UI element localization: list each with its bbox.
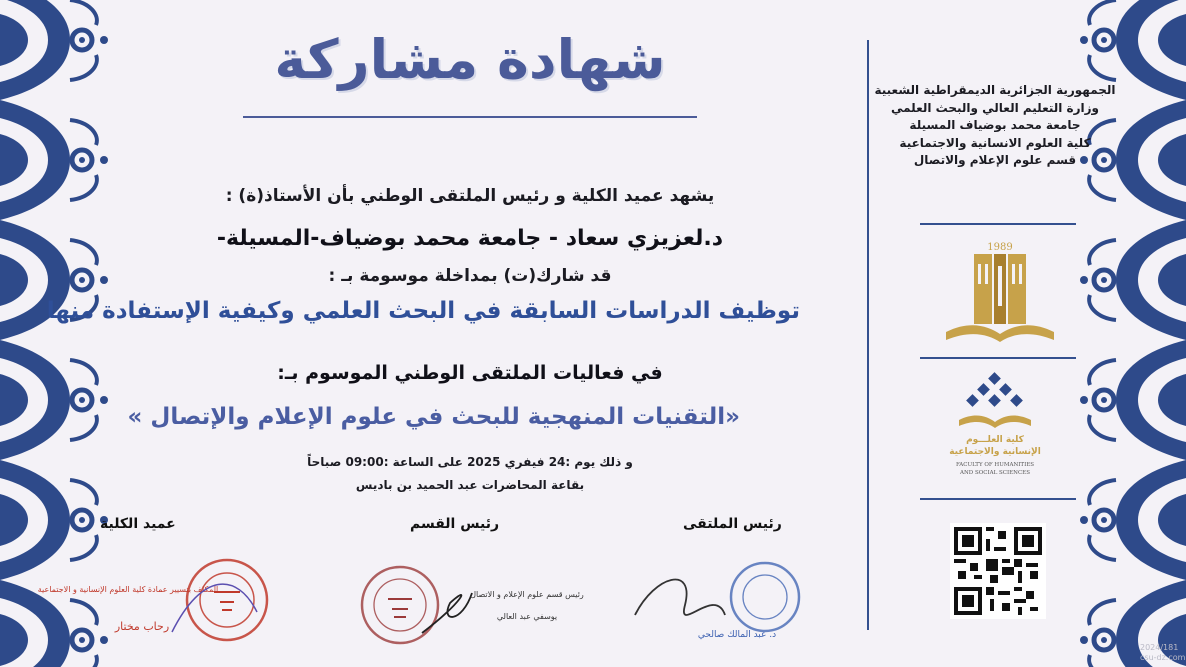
department-head-stamp (352, 563, 592, 653)
footer-code (1140, 643, 1185, 663)
vertical-divider (867, 40, 869, 630)
university-logo (940, 236, 1060, 350)
event-title: «التقنيات المنهجية للبحث في علوم الإعلام والإتصال » (127, 404, 740, 430)
department-head-signature-title: رئيس القسم (410, 516, 500, 532)
footer-code-line: csu-dz.com (1140, 653, 1186, 662)
faculty-logo-ar-1: كلية العلـــوم (966, 435, 1024, 445)
dean-stamp (37, 552, 282, 648)
dean-stamp-name: رحاب مختار (114, 620, 170, 633)
right-divider (920, 498, 1076, 500)
intro-text: يشهد عميد الكلية و رئيس الملتقى الوطني بأن الأستاذ(ة) : (225, 186, 715, 206)
participant-name: د.لعزيزي سعاد - جامعة محمد بوضياف-المسيلة- (216, 226, 724, 251)
institution-line: الجمهورية الجزائرية الديمقراطية الشعبية (874, 83, 1116, 97)
faculty-logo (945, 372, 1045, 484)
paper-title: توظيف الدراسات السابقة في البحث العلمي وكيفية الإستفادة منها (46, 298, 800, 324)
forum-head-signature-title: رئيس الملتقى (683, 516, 782, 532)
faculty-logo-ar-2: الإنسانية والاجتماعية (949, 447, 1041, 457)
venue-line: بقاعة المحاضرات عبد الحميد بن باديس (355, 478, 585, 492)
footer-code-line: 2024/181 (1140, 643, 1179, 652)
forum-head-stamp-name: د. عبد المالك صالحي (697, 630, 777, 640)
institution-line: وزارة التعليم العالي والبحث العلمي (890, 100, 1100, 115)
institution-line: كلية العلوم الانسانية والاجتماعية (899, 135, 1091, 150)
dean-signature-title: عميد الكلية (100, 516, 176, 532)
institution-header (872, 82, 1118, 170)
title-underline (243, 116, 697, 118)
participation-text: قد شارك(ت) بمداخلة موسومة بـ : (328, 266, 612, 286)
right-divider (920, 223, 1076, 225)
right-divider (920, 357, 1076, 359)
forum-head-stamp (625, 555, 805, 651)
dean-stamp-text: المكلف بتسيير عمادة كلية العلوم الإنسانية و الاجتماعية (37, 585, 219, 594)
certificate-title: شهادة مشاركة (274, 28, 666, 91)
event-intro: في فعاليات الملتقى الوطني الموسوم بـ: (277, 362, 663, 384)
department-stamp-name: يوسفي عبد العالي (496, 612, 558, 621)
department-stamp-text: رئيس قسم علوم الإعلام و الاتصال (470, 590, 584, 599)
qr-code (950, 523, 1046, 619)
faculty-logo-en-2: AND SOCIAL SCIENCES (960, 470, 1030, 476)
university-logo-year: 1989 (987, 242, 1013, 253)
date-line: و ذلك يوم :24 فيفري 2025 على الساعة :09:00 صباحاً (307, 455, 633, 469)
faculty-logo-en-1: FACULTY OF HUMANITIES (955, 462, 1035, 468)
institution-line: قسم علوم الإعلام والاتصال (913, 153, 1077, 167)
institution-line: جامعة محمد بوضياف المسيلة (909, 118, 1081, 132)
